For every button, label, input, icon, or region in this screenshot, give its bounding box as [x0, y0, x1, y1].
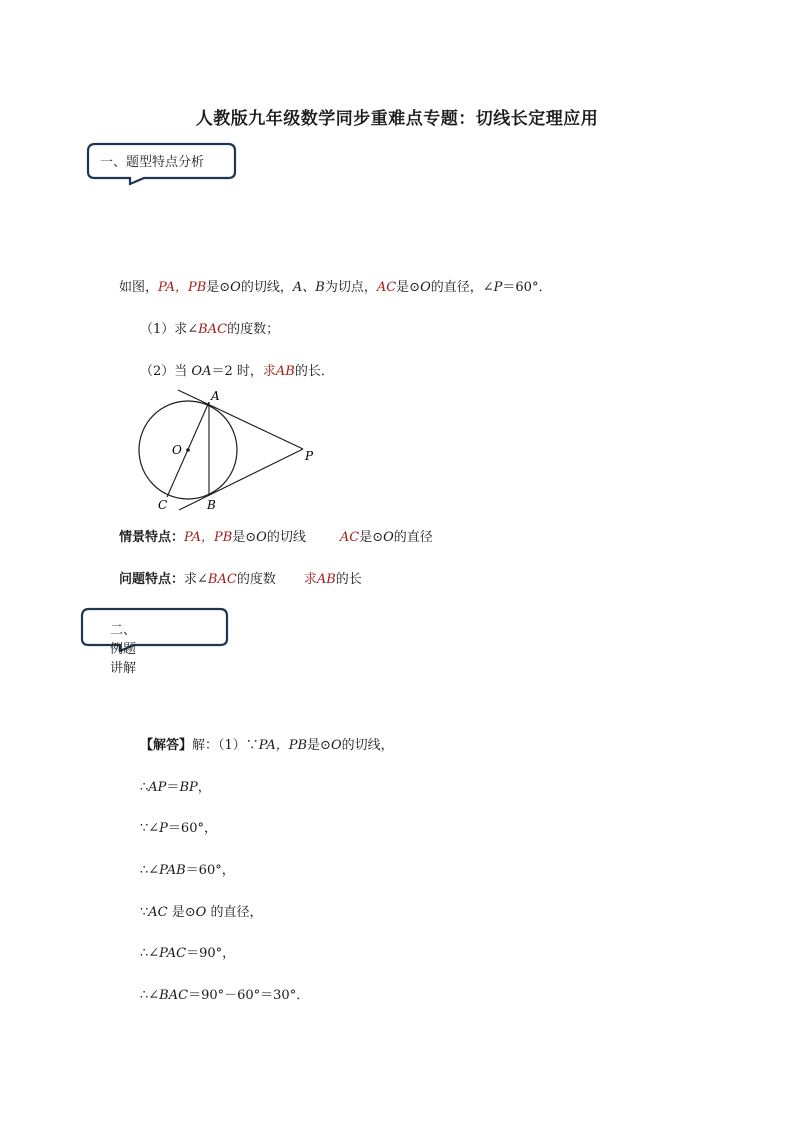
label-a: A [211, 389, 220, 403]
question-features: 问题特点：求∠BAC的度数 求AB的长 [119, 572, 362, 587]
label-p: P [305, 449, 314, 463]
tangent-pa [178, 390, 303, 449]
solution-line-1: 【解答】解：（1）∵PA，PB是⊙O的切线， [140, 738, 394, 753]
scene-features: 情景特点：PA，PB是⊙O的切线 AC是⊙O的直径 [119, 530, 433, 545]
solution-line-5: ∵AC 是⊙O 的直径， [140, 905, 263, 920]
tangent-pb [179, 449, 303, 510]
section-title-2: 二、例题讲解 [110, 623, 137, 676]
solution-line-3: ∵∠P＝60°， [140, 821, 217, 836]
label-c: C [158, 498, 168, 512]
label-o: O [172, 443, 182, 457]
page-title: 人教版九年级数学同步重难点专题：切线长定理应用 [195, 109, 599, 129]
solution-line-2: ∴AP＝BP， [140, 780, 211, 795]
section-callout-1 [86, 142, 238, 186]
section-title-1: 一、题型特点分析 [100, 155, 205, 170]
solution-line-4: ∴∠PAB＝60°， [140, 863, 235, 878]
problem-intro: 如图，PA，PB是⊙O的切线，A、B为切点，AC是⊙O的直径，∠P＝60°． [119, 280, 552, 295]
callout-frame-2 [80, 607, 232, 653]
label-b: B [207, 498, 216, 512]
solution-line-7: ∴∠BAC＝90°－60°＝30°． [140, 988, 310, 1003]
geometry-figure [130, 385, 330, 515]
question-1: （1）求∠BAC的度数； [140, 322, 280, 337]
solution-line-6: ∴∠PAC＝90°， [140, 946, 236, 961]
question-2: （2）当 OA＝2 时，求AB的长． [140, 364, 334, 379]
center-point [186, 448, 190, 452]
